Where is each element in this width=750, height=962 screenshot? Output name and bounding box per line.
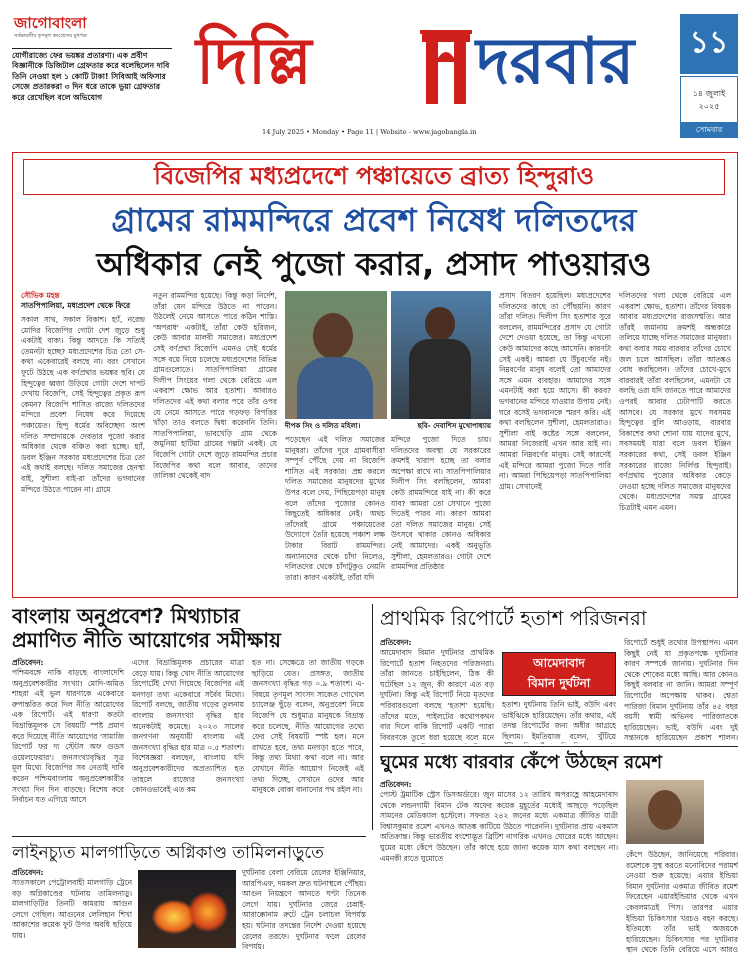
- air-crash-box-line1: আমেদাবাদ: [533, 656, 585, 670]
- story-ramesh: [380, 750, 738, 956]
- title-left: দিল্লি: [196, 24, 312, 99]
- brand-logo: [14, 14, 124, 48]
- lead-col-2: নতুন রামমন্দির হয়েছে। কিন্তু কড়া নির্দেশ, তাঁরা যেন মন্দিরে উঠতে না পারেন। উঠলেই নেমে আসতে পারে কঠিন শাস্তি। 'অপরাধ' একটাই, তাঁরা কেউ হরিজন, কেউ আবার মালবী সমাজের। মধ্যপ্রদেশ সেই বর্ণপ্রথা বিজেপি এমনও সেই ধর্মের সঙ্গে বয়ে নিয়ে চলেছে মধ্যপ্রদেশের বিভিন্ন গ্রামগুলোতে। সাতপিপালিয়া গ্রামের দিলীপ সিংয়ের গলা থেকে বেরিয়ে এল একরাশ ক্ষোভ আর হতাশা। আবারও দলিতদের এই কথা বলার পরে তাঁর ওপর যে নেমে আসতে পারে গড়ফড় বিপত্তির খাঁড়া তাও বলতে দ্বিধা করেননি তিনি। সাতপিপালিয়া, ভাবখেড়ি গ্রাম থেকে জমুনিয়া হাটিয়া গ্রামের গল্পটা একই। যে বিজেপি গোটা দেশে জুড়ে রামমন্দির প্রচার বিজেপির কথা বলে আবার, তাদের তালিকা থেকেই বাদ: [153, 291, 277, 481]
- story2-dateline: প্রতিবেদন:: [12, 658, 44, 667]
- day-bn: সোমবার: [695, 125, 723, 134]
- byline: [21, 291, 145, 311]
- story-infiltration: [12, 604, 366, 830]
- date-bn: ১৪ জুলাই ২০২৫: [692, 89, 726, 111]
- teaser-box: [12, 48, 172, 141]
- story3-dateline: প্রতিবেদন:: [380, 638, 412, 647]
- story2-headline-2: প্রমাণিত নীতি আয়োগের সমীক্ষায়: [12, 628, 281, 652]
- story4-dateline: প্রতিবেদন:: [380, 780, 412, 789]
- teaser-text: যোগীরাজ্যে ফের ভয়ঙ্কর প্রতারণা। এক প্রবীণ বিজ্ঞানীকে ডিজিটাল গ্রেফতার করে বলেছিলেন দাবি তিনি নেওয়া হল ১ কোটি টাকা! সিবিআই অফিসার সেজে প্রতারকরা ৩ দিন ধরে তাকে ভুয়া গ্রেফতার করে রেখেছিল বলে অভিযোগ: [12, 51, 170, 102]
- lead-col-6: দলিতদের গলা থেকে বেরিয়ে এল একরাশ ক্ষোভ, হতাশা। তাঁদের বিষয়ক আবার মধ্যপ্রদেশের রাজসম্মতি। আর তাঁরই জমানায় ক্রমশই অন্ধকারে তলিয়ে যাচ্ছে দলিত সমাজের মানুষরা। কথা বলার সময় বারবার তাঁদের চোখে জল চলে আসছিল। তাঁরা আতঙ্কও বোধ করছিলেন। তাঁদের চোখে-মুখে বারবারই তাঁরা বলছিলেন, এমনটা যে বলছি ওরা যদি জানতে পারে আমাদের ওপরই আবার ঢেটাপাটি করতে আসবে। যে সরকার মুখে সবসময় হিন্দুত্বের বুলি আওড়ায়, বারবার বিকাশের কথা শোনা যায় যাদের মুখে, সবসময়ই যারা বলে ডবল ইঞ্জিন সরকারের কথা, সেই ডবল ইঞ্জিন সরকারের রাজ্যে নির্লিপ্ত হিন্দুরাই। বর্ণপ্রথায় পুজোর অধিকার কেড়ে নেওয়া হচ্ছে দলিত সমাজের মানুষদের থেকে। মধ্যপ্রদেশের সমস্ত গ্রামের চিত্রটাই এমন এমন।: [619, 291, 731, 512]
- day-box: [680, 122, 738, 138]
- india-gate-icon: [418, 24, 474, 104]
- story4-headline: ঘুমের মধ্যে বারবার কেঁপে উঠছেন রমেশ: [380, 752, 663, 773]
- dateline: 14 July 2025 • Monday • Page 11 | Website - www.jagobangla.in: [262, 128, 477, 136]
- story4-col-2: কেঁপে উঠছেন, জানিয়েছে পরিবার। রমেশকে সুস্থ করতে মনোবিদের পরামর্শ নেওয়া শুরু হয়েছে। এয়ার ইন্ডিয়া বিমান দুর্ঘটনার একমাত্র জীবিত রমেশ ফিরেছেন এয়ারইন্ডিয়ার থেকে এখন কেবলমাত্রই পিস। তারপর এয়ার ইন্ডিয়া চিকিৎসার খরচও বহন করছে। ইতিমধ্যে তাঁর ভাই অজয়কে হারিয়েছেন। চিকিৎসার পর দুর্ঘটনার স্থান থেকে তিনি বেরিয়ে এসে আরও: [626, 850, 738, 954]
- story5-col-1: সাতসকালে পেট্রোলবাহী মালগাড়ি ট্রেনে বড় অগ্নিকাণ্ডের ঘটনায় তামিলনাড়ু। মালগাড়িটির তিনটি কামরায় আগুন লেগে গেছিল। আগুনের লেলিহান শিখা আকাশের কয়েক ফুট উপর অবধি ছড়িয়ে যায়।: [12, 878, 132, 940]
- brand-tagline: সর্বভারতীয় তৃণমূল কংগ্রেসের মুখপত্র: [14, 33, 87, 39]
- lead-headline-2: অধিকার নেই পুজো করার, প্রসাদ পাওয়ারও: [96, 245, 652, 283]
- story-tamilnadu-fire: [12, 840, 366, 956]
- story3-col-1: আমেদাবাদ বিমান দুর্ঘটনার প্রাথমিক রিপোর্টে হতাশ নিহতদের পরিজনরা। তাঁরা জানতে চাইছিলেন, ঠিক কী ঘটেছিল ১২ জুন, কী কারণে এত বড় দুর্ঘটনা। কিন্তু এই রিপোর্ট নিয়ে মৃতদের পরিবারগুলো বলছে ‘হতাশ’ হয়েছি। তাঁদের মতে, পাইলটের কথোপকথন বার দিলে বাকি রিপোর্ট একটি প্যারা বিবরণকে তুলে ধরা হয়েছে বলে মনে: [380, 648, 494, 742]
- story5-headline: লাইনচ্যুত মালগাড়িতে অগ্নিকাণ্ড তামিলনাড়ুতে: [12, 843, 324, 863]
- story2-col-1: পশ্চিমবঙ্গে নাকি বাড়ছে বাংলাদেশি অনুপ্রবেশকারীর সংখ্যা! মোদি-অমিত শাহরা এই ভুল ধারণাকে একেবারে রুপান্তরিত করে দিল নীতি আয়োগের এক রিপোর্ট। এই ধারণা কতটা বিভ্রান্তিমূলক সে বিষয়টি স্পষ্ট প্রমাণ করে দিয়েছে নীতি আয়োগের 'সামাজি রিপোর্ট ফর দ্য স্টেটস অফ গুডস ওয়েলফেয়ার'। জনসংখ্যাবৃদ্ধির সূত্র মূল মিথ্যে বিজেপির সব নেতাই দাবি করেন পশ্চিমবাংলায় অনুপ্রবেশকারীর সংখ্যা দিন দিন বাড়ছে। বিশেষ করে নির্বাচন যত এগিয়ে আসে: [12, 668, 124, 805]
- story-air-crash-report: [380, 604, 738, 744]
- fire-photo: [138, 870, 236, 948]
- lead-col-3: পড়েছেন এই দলিত সমাজের মানুষরা। তাঁদের দূরে গ্রামবাসীরা সম্পূর্ণ পৌঁছে দেয় না বিজেপি শাসিত এই সরকার। প্রশ্ন করলে দলিত সমাজের মানুষদের মুখের উপর বলে দেয়, পিছিয়েপড়া মানুষ বলে তাঁদের পুজোর কোনও কিছুতেই অধিকার নেই। অথচ তাঁদেরই গ্রামে পঞ্চায়েতের উদ্যোগে তৈরি হয়েছে পঞ্চাশ লক্ষ টাকার বিরাট রামমন্দির। অন্যান্যদের থেকে চাঁদা নিলেও, দলিতদের থেকে চাঁদাটুকুও নেয়নি তারা। কারণ একটাই, তাঁরা যদি: [285, 435, 385, 582]
- story5-dateline: প্রতিবেদন:: [12, 868, 44, 877]
- story4-col-1: পোস্ট ট্রমাটিক স্ট্রেস ডিসঅর্ডারে। জুন মাসের ১২ তারিখ অপরাহ্ণে আহমেদাবাদ থেকে লন্ডনগামী বিমান টেক অফের কয়েক মুহূর্তের মধ্যেই আছড়ে পড়েছিল সামনের মেডিক্যাল হস্টেলে। সফরত ২৪২ জনের মধ্যে একমাত্র জীবিত যাত্রী বিশ্বাসকুমার রমেশ এখনও আতঙ্ক কাটিয়ে উঠতে পারেননি। দুর্ঘটনার প্রায় একমাস অতিক্রান্ত। কিন্তু ভারতীয় বংশোদ্ভূত ব্রিটিশ নাগরিক এখনও ঘোরের মধ্যে আছেন। ঘুমের মধ্যে কেঁপে উঠছেন। তাঁর কাছে হয়ে জানা কয়েক মাস কথা বলছেন না। এমনকী রাতে ঘুমোতে: [380, 790, 618, 863]
- air-crash-box: [502, 652, 616, 696]
- story3-col-2: [502, 638, 616, 744]
- lead-kicker: বিজেপির মধ্যপ্রদেশে পঞ্চায়েতে ব্রাত্য হিন্দুরাও: [23, 159, 725, 195]
- story2-col-3: হত না। সেক্ষেত্রে তা জাতীয় গড়কে ছাড়িয়ে যেত। প্রসঙ্গত, জাতীয় জনসংখ্যা বৃদ্ধির গড় ০.৯ শতাংশ। এ-বিষয়ে তৃণমূল সাংসদ সাকেত গোখেল চ্যালেঞ্জ ছুঁড়ে বলেন, অনুপ্রবেশ নিয়ে বিজেপি যে শুধুমাত্র মানুষকে বিভ্রান্ত করে চলেছে, নীতি আয়োগের তথ্যে ফের সেই বিষয়টি স্পষ্ট হল। মনে রাখতে হবে, তথ্য মনগড়া হতে পারে, কিন্তু তথ্য মিথ্যা কথা বলে না। আর যেখানে নীতি আয়োগ নিজেই এই তথ্য দিচ্ছে, সেখানে ওদের আর মানুষকে বোকা বানানোর পথ রইল না।: [252, 658, 364, 795]
- byline-name: সৌভিক মহন্ত: [21, 291, 60, 300]
- lead-headline-1: গ্রামের রামমন্দিরে প্রবেশ নিষেধ দলিতদের: [111, 201, 637, 239]
- divider-vertical: [372, 604, 373, 830]
- divider-horizontal: [380, 746, 738, 747]
- page-number: ১১: [689, 25, 729, 60]
- lead-col-4: মন্দিরে পুজো দিতে চায়। দলিতদের অবস্থা যে সরকারের ক্রমশই খারাপ হচ্ছে তা বলার অপেক্ষা রাখে না। সাতপিপালিয়ার দিলীপ সিং বলছিলেন, আমরা কেউ রামমন্দিরে যাই না। কী করে যাব? আমরা তো সেখানে পুজো দিতেই পারব না। কারণ আমরা তো দলিত সমাজের মানুষ। সেই উৎসবে থাকার কোনও অধিকার নেই আমাদের। একই অনুভূতি সুশীলা, হেমলতারও। গোটা দেশে রামমন্দির প্রতিষ্ঠার: [391, 435, 491, 572]
- lead-col-5: প্রসাদ বিতরণ হয়েছিল। মধ্যপ্রদেশের দলিতদের কাছে তা পৌঁছয়নি। কারণ তাঁরা দলিত। দিলীপ সিং হতাশার সুরে বললেন, রামমন্দিরের প্রসাদ যে গোটা দেশে দেওয়া হয়েছে, তা কিন্তু এখনো কেউ আমাদের কাছে আসেনি। কারণটা সেই একই। আমরা যে উঁচুবর্ণের নই। নিম্নবর্ণের মানুষ বলেই তো আমাদের সঙ্গে এমন ব্যবহার। আমাদের সঙ্গে এমনটাই করা হয়ে আসে। কী করব? ভগবানের মন্দিরে যাওয়ার উপায় নেই। ঘরে বসেই ভগবানকে স্মরণ করি। এই কথা বলছিলেন সুশীলা, হেমলতারাও। সুশীলা বাই কষ্টের সঙ্গে বললেন, আমরা নিজেরাই এখন আর যাই না। আমরা নিম্নবর্ণের মানুষ। সেই কারণেই এই মন্দিরে আমরা পুজো দিতে পারি না। আমরা পিছিয়েপড়া সাতপিপালিয়া গ্রাম। সেখানেই: [499, 291, 611, 491]
- story5-col-2: দুর্ঘটনার বেলা বেরিয়ে রেলের ইঞ্জিনিয়ার, আরপিএফ, দমকল দ্রুত ঘটনাস্থলে পৌঁছয়। আগুন নিয়ন্ত্রণে আনতে ঘণ্টা তিনেক লেগে যায়। দুর্ঘটনার জেরে চেন্নাই-আরাক্কোনাম রুটে ট্রেন চলাচল বিপর্যস্ত হয়। ঘটনার তদন্তের নির্দেশ দেওয়া হয়েছে রেলের তরফে। দুর্ঘটনার ফলে রেলের বিপর্যয়।: [242, 868, 366, 952]
- byline-place: সাতপিপালিয়া, মধ্যপ্রদেশ থেকে ফিরে: [21, 301, 131, 310]
- story3-headline: প্রাথমিক রিপোর্টে হতাশ পরিজনরা: [380, 606, 647, 630]
- photo-woman: [391, 291, 491, 419]
- page-number-box: [680, 14, 738, 74]
- divider-horizontal-left: [12, 836, 366, 837]
- story2-headline-1: বাংলায় অনুপ্রবেশ? মিথ্যাচার: [12, 604, 240, 628]
- story3-col-3: রিপোর্টে শুধুই তথ্যের উপস্থাপন। এমন কিছুই নেই যা প্রকৃতপক্ষে দুর্ঘটনার কারণ সম্পর্কে জানায়। দুর্ঘটনার দিন থেকে শোকের মধ্যে আছি। আর কোনও কিছুই বলবার না জানি। আমরা সম্পূর্ণ রিপোর্টের অপেক্ষায় থাকব। শ্বেতা পারিজা বিমান দুর্ঘটনায় তাঁর ৪৫ বছর বয়সী স্বামী অভিনব পারিজাতকে হারিয়েছেন। ভাই, বউদি এবং দুই সন্তানকে হারিয়েছেন প্রকাশ শালন।: [624, 638, 738, 743]
- air-crash-box-line2: বিমান দুর্ঘটনা: [527, 676, 591, 690]
- ramesh-photo: [626, 780, 704, 844]
- title-right: দরবার: [476, 24, 635, 99]
- photo-caption-right: ছবি- দেবাশিস মুখোপাধ্যায়: [417, 422, 491, 430]
- photo-man: [285, 291, 387, 419]
- story2-col-2: এদের বিভ্রান্তিমূলক প্রচারের মাত্রা বেড়ে যায়। কিন্তু খোদ নীতি আয়োগের রিপোর্টেই দেখা গিয়েছে বিজেপির এই মনগড়া তথ্য একেবারে সর্বৈব মিথ্যে। রিপোর্ট বলছে, জাতীয় গড়ের তুলনায় বাংলায় জনসংখ্যা বৃদ্ধির হার অনেকটাই কমেছে। ২০২৩ সালের জনগণনা অনুযায়ী বাংলায় এই জনসংখ্যা বৃদ্ধির হার মাত্র ০.৫ শতাংশ। বিশেষজ্ঞরা বলছেন, বাংলায় যদি অনুপ্রবেশকারীদের অপ্রত্যাশিত হত তাহলে রাজ্যের জনসংখ্যা কোনওভাবেই এত কম: [132, 658, 244, 795]
- story3-col-2-text: হতাশ। দুর্ঘটনায় তিনি ভাই, বউদি এবং ভাইঝিকে হারিয়েছেন। তাঁর কথায়, এই তদন্ত রিপোর্টের জন্য অধীর আগ্রহে ছিলাম। ইমতিয়াজ বলেন, খুঁটিয়ে: [502, 700, 616, 741]
- masthead: [0, 0, 750, 152]
- photo-caption-left: দীপক সিং ও দলিত মহিলা।: [285, 422, 361, 430]
- lead-story: [12, 152, 738, 598]
- masthead-title: [196, 20, 666, 112]
- brand-name: জাগোবাংলা: [14, 14, 87, 32]
- lead-col-1: সকাল সাথ, সকাল বিকাশ। হ্যাঁ, নরেন্দ্র মোদির বিজেপির গোটা দেশ জুড়ে শুধু একটাই বাক্য। কিন্তু আদতে কি সত্যিই তেমনটা হচ্ছে? মধ্যপ্রদেশের চিত্র তো সে-কথা একেবারেই বলছে না। বরং সেখানে ফুটে উঠছে এক বর্ণপ্রথার ভয়ঙ্কর ছবি। যে হিন্দুত্বের ধ্বজা উড়িয়ে গোটা দেশে দাপট দেখায় বিজেপি, সেই হিন্দুত্বের প্রকৃত রূপ কেমন? বিজেপি শাসিত রাজ্যে দলিতদের মন্দিরে প্রবেশ নিষেধ করে দিয়েছে পঞ্চায়েত। হিন্দু ধর্মের অবিচ্ছেদ্য অংশ দলিত সম্প্রদায়কে দেবতার পুজো করার অধিকার থেকে বঞ্চিত করা হচ্ছে। হ্যাঁ, ডবল ইঞ্জিন সরকার মধ্যপ্রদেশের চিত্র তো এই কথাই বলছে। দলিত সমাজের হেনস্থা বাই, সুশীলা বাই-রা তাঁদের ভগবানের মন্দিরে উঠতে পারেন না। গ্রামে: [21, 315, 145, 494]
